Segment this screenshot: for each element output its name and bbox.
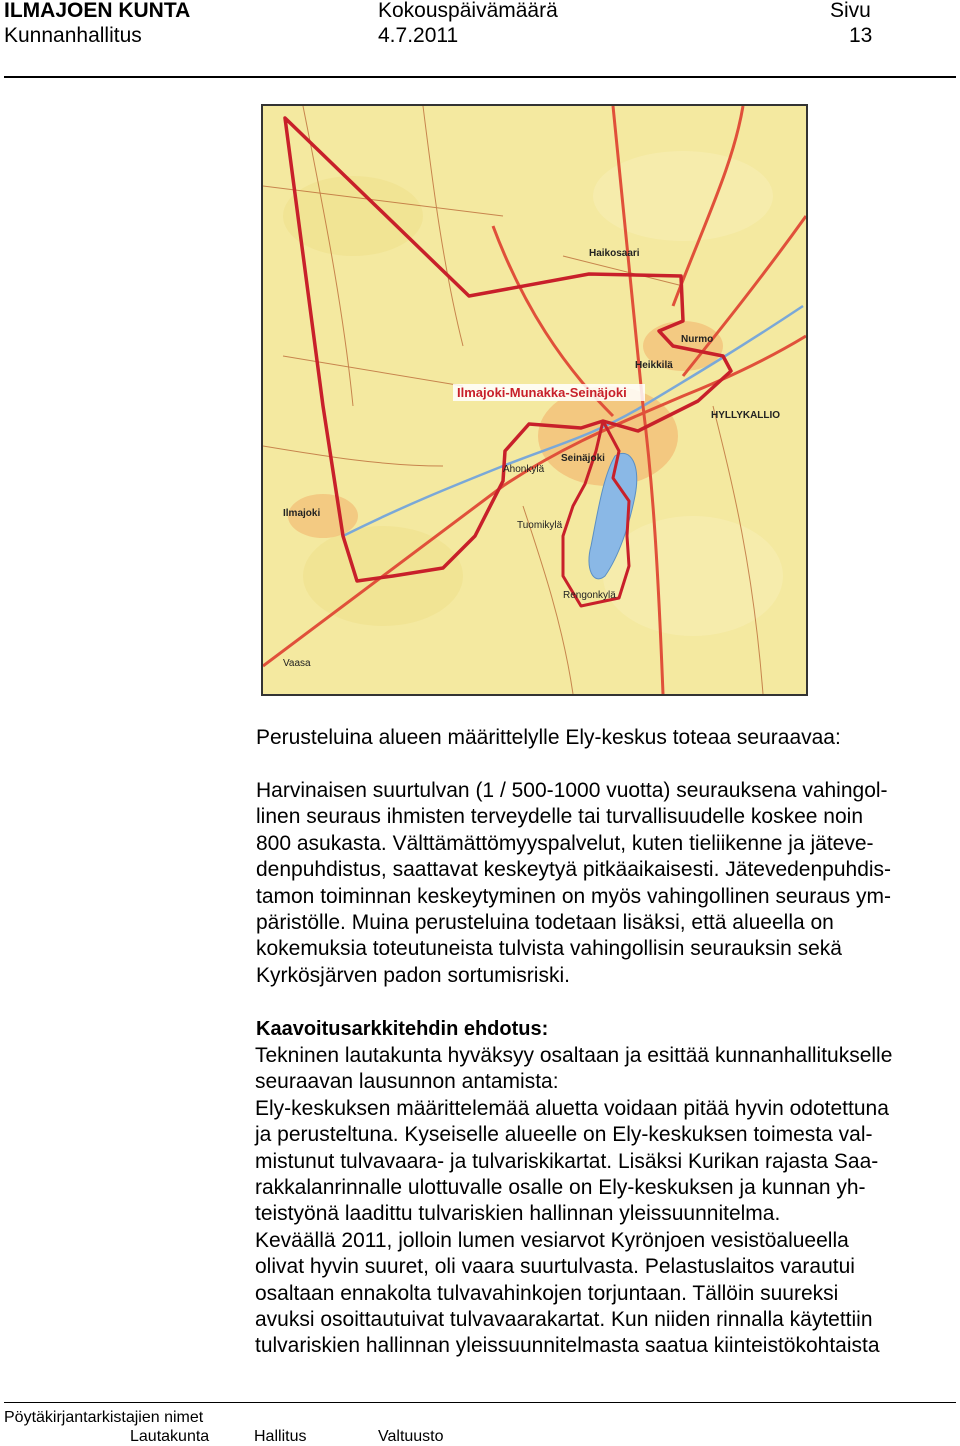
organization-name: ILMAJOEN KUNTA (4, 0, 191, 22)
place-ilmajoki: Ilmajoki (283, 508, 321, 519)
text-line: kokemuksia toteutuneista tulvista vahingollisin seurauksin sekä (256, 937, 842, 961)
intro-paragraph: Perusteluina alueen määrittelylle Ely-keskus toteaa seuraavaa: (256, 726, 841, 749)
place-hyllykallio: HYLLYKALLIO (711, 410, 781, 421)
text-line: päristölle. Muina perusteluina todetaan lisäksi, että alueella on (256, 911, 834, 935)
text-line: Ely-keskuksen määrittelemää aluetta voidaan pitää hyvin odotettuna (255, 1096, 889, 1120)
text-line: Keväällä 2011, jolloin lumen vesiarvot Kyrönjoen vesistöalueella (255, 1228, 849, 1252)
text-line: linen seuraus ihmisten terveydelle tai turvallisuudelle koskee noin (256, 805, 864, 829)
page-label: Sivu (830, 0, 871, 22)
place-seinajoki: Seinäjoki (561, 453, 605, 464)
text-line: tulvariskien hallinnan yleissuunnitelmasta saatua kiinteistökohtaista (255, 1334, 880, 1358)
text-line: osaltaan ennakolta tulvavahinkojen torjuntaan. Tällöin suureksi (255, 1281, 839, 1305)
text-line: olivat hyvin suuret, oli vaara suurtulvasta. Pelastuslaitos varautui (255, 1255, 855, 1279)
place-ahonkyla: Ahonkylä (503, 464, 545, 475)
page-number: 13 (849, 24, 873, 47)
footer-hallitus: Hallitus (254, 1428, 307, 1445)
place-rengonkyla: Rengonkylä (563, 590, 616, 601)
text-line: teistyönä laadittu tulvariskien hallinnan yleissuunnitelma. (255, 1202, 781, 1226)
place-vaasa: Vaasa (283, 658, 311, 669)
meeting-date: 4.7.2011 (378, 24, 459, 47)
place-haikosaari: Haikosaari (589, 248, 640, 259)
place-tuomikyla: Tuomikylä (517, 520, 563, 531)
proposal-heading: Kaavoitusarkkitehdin ehdotus: (256, 1018, 549, 1040)
flood-risk-area-map (261, 104, 808, 696)
text-line: Harvinaisen suurtulvan (1 / 500-1000 vuotta) seurauksena vahingol- (256, 779, 888, 802)
header-divider (4, 76, 956, 78)
meeting-date-label: Kokouspäivämäärä (378, 0, 558, 22)
footer-valtuusto: Valtuusto (378, 1428, 444, 1445)
committee-name: Kunnanhallitus (4, 24, 142, 47)
text-line: rakkalanrinnalle ulottuvalle osalle on Ely-keskuksen ja kunnan yh- (255, 1176, 866, 1200)
place-nurmo: Nurmo (681, 334, 714, 345)
justification-paragraph (256, 778, 956, 989)
text-line: avuksi osoittautuivat tulvavaarakartat. Kun niiden rinnalla käytettiin (255, 1308, 873, 1332)
footer-divider (4, 1402, 956, 1403)
text-line: Tekninen lautakunta hyväksyy osaltaan ja esittää kunnanhallitukselle (255, 1044, 893, 1067)
proposal-paragraph (255, 1043, 958, 1360)
area-label: Ilmajoki-Munakka-Seinäjoki (457, 385, 627, 400)
text-line: 800 asukasta. Välttämättömyyspalvelut, kuten tieliikenne ja jäteve- (256, 831, 874, 855)
footer-lautakunta: Lautakunta (130, 1428, 210, 1445)
text-line: ja perusteltuna. Kyseiselle alueelle on Ely-keskuksen toimesta val- (255, 1123, 873, 1147)
text-line: Kyrkösjärven padon sortumisriski. (256, 963, 570, 987)
text-line: denpuhdistus, saattavat keskeytyä pitkäaikaisesti. Jätevedenpuhdis- (256, 858, 892, 882)
text-line: seuraavan lausunnon antamista: (255, 1070, 559, 1094)
text-line: mistunut tulvavaara- ja tulvariskikartat. Lisäksi Kurikan rajasta Saa- (255, 1149, 879, 1173)
map-graphic (263, 106, 806, 694)
place-heikkila: Heikkilä (635, 360, 673, 371)
text-line: tamon toiminnan keskeytyminen on myös vahingollinen seuraus ym- (256, 884, 891, 908)
footer-checkers-label: Pöytäkirjantarkistajien nimet (4, 1409, 204, 1426)
